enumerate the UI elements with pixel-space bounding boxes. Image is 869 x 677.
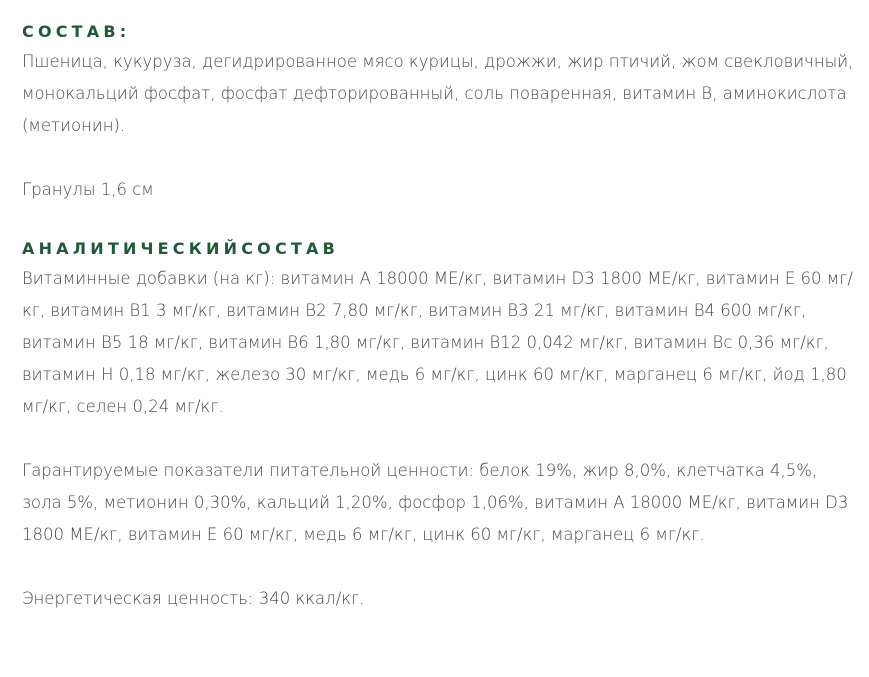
product-description [22, 18, 857, 615]
spacer [22, 206, 857, 235]
vitamin-additives-text: Витаминные добавки (на кг): витамин А 18000 МЕ/кг, витамин D3 1800 МЕ/кг, витамин Е 60 мг/кг, витамин В1 3 мг/кг, витамин В2 7,80 мг/кг, витамин В3 21 мг/кг, витамин В4 600 мг/кг, витамин В5 18 мг/кг, витамин В6 1,80 мг/кг, витамин В12 0,042 мг/кг, витамин Вс 0,36 мг/кг, витамин Н 0,18 мг/кг, железо 30 мг/кг, медь 6 мг/кг, цинк 60 мг/кг, марганец 6 мг/кг, йод 1,80 мг/кг, селен 0,24 мг/кг. [22, 269, 853, 416]
analytical-composition-heading: АНАЛИТИЧЕСКИЙСОСТАВ [22, 239, 339, 258]
spacer [22, 423, 857, 455]
spacer [22, 551, 857, 583]
energy-value-text: Энергетическая ценность: 340 ккал/кг. [22, 589, 365, 608]
nutritional-values-text: Гарантируемые показатели питательной ценности: белок 19%, жир 8,0%, клетчатка 4,5%, зола 5%, метионин 0,30%, кальций 1,20%, фосфор 1,06%, витамин А 18000 МЕ/кг, витамин D3 1800 МЕ/кг, витамин Е 60 мг/кг, медь 6 мг/кг, цинк 60 мг/кг, марганец 6 мг/кг. [22, 461, 849, 544]
granule-size-text: Гранулы 1,6 см [22, 180, 154, 199]
composition-text: Пшеница, кукуруза, дегидрированное мясо курицы, дрожжи, жир птичий, жом свекловичный, монокальций фосфат, фосфат дефторированный, соль поваренная, витамин В, аминокислота (метионин). [22, 52, 854, 135]
spacer [22, 142, 857, 174]
composition-heading: СОСТАВ: [22, 22, 131, 41]
